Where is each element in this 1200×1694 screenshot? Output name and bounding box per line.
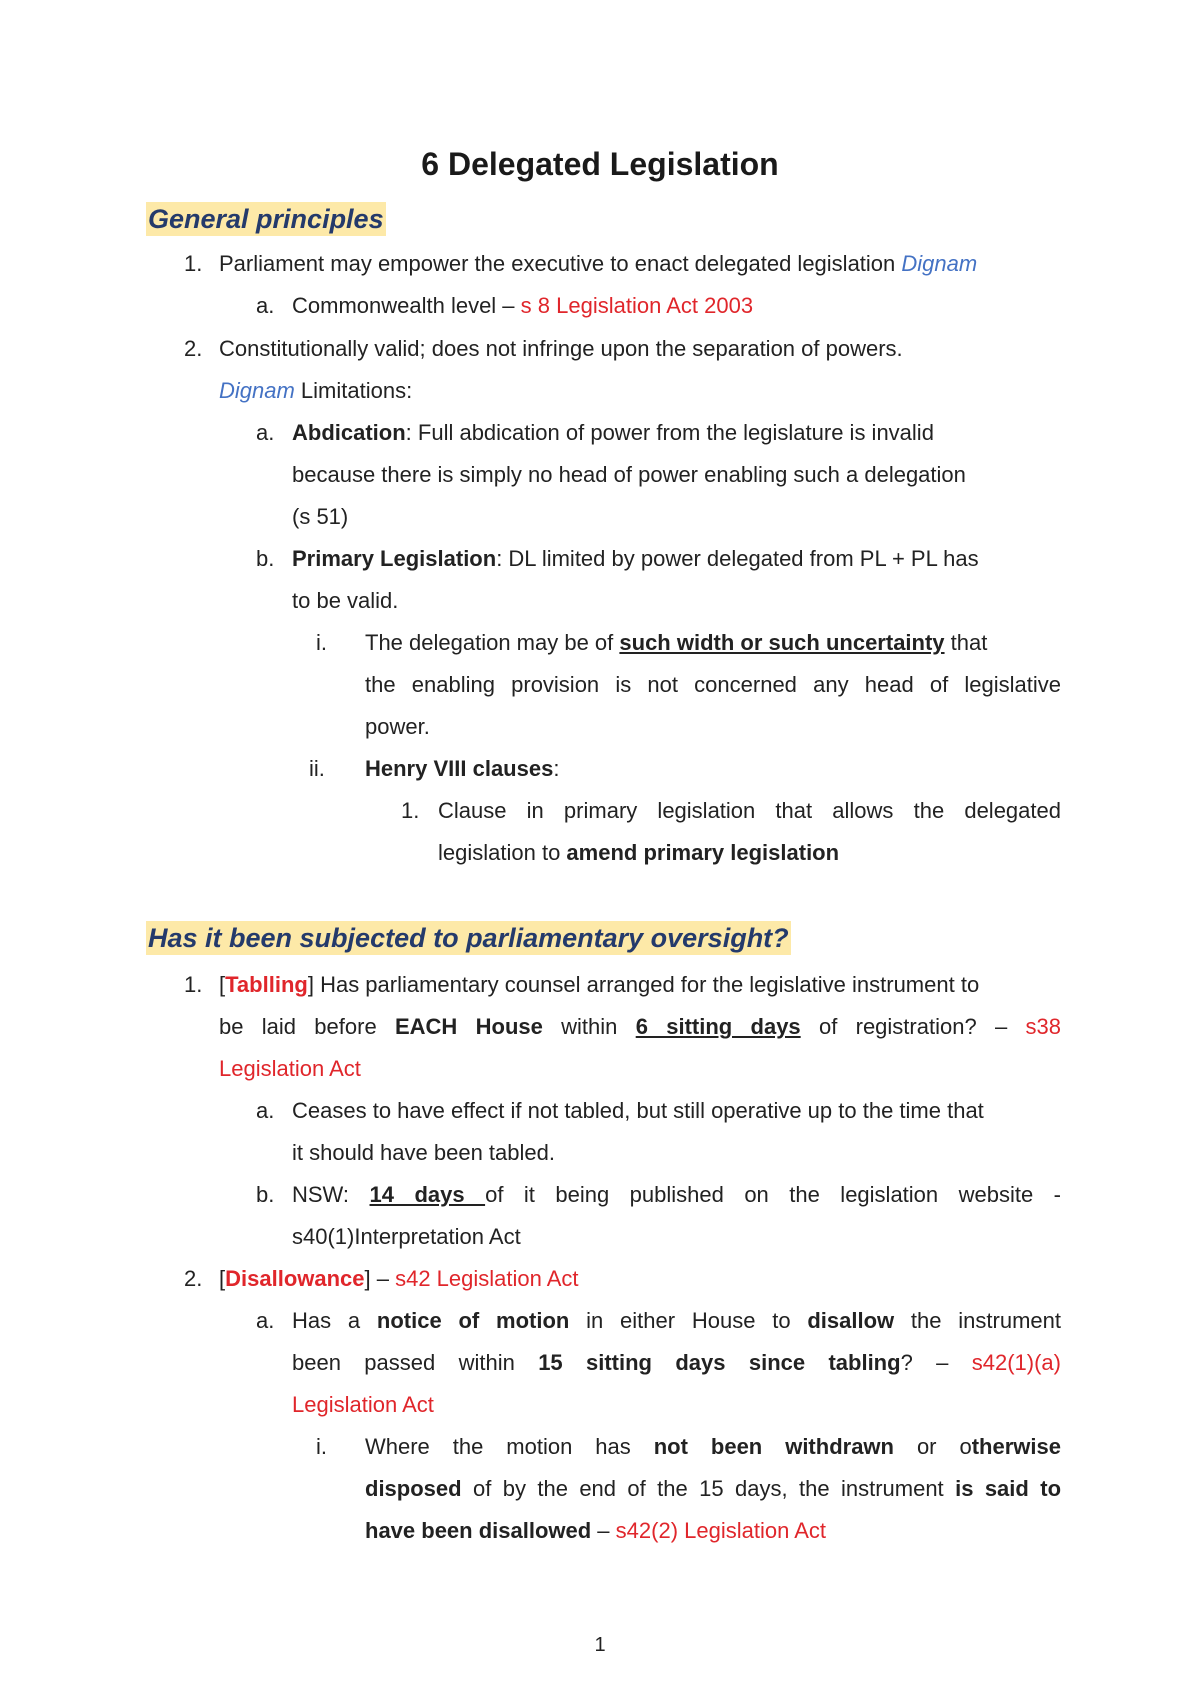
list-item-text: Has a notice of motion in either House to disallow the instrument bbox=[292, 1308, 1062, 1333]
list-item-text: Clause in primary legislation that allows the delegated bbox=[438, 798, 1061, 823]
list-letter: a. bbox=[256, 1098, 275, 1123]
list-item-text: Abdication: Full abdication of power from the legislature is invalid bbox=[292, 420, 934, 445]
list-item-text: have been disallowed – s42(2) Legislation Act bbox=[365, 1518, 826, 1543]
legislation-reference: Legislation Act bbox=[219, 1056, 361, 1081]
list-item-text: the enabling provision is not concerned any head of legislative bbox=[365, 672, 1061, 697]
list-number: 1. bbox=[401, 798, 420, 823]
section-heading-general-principles: General principles bbox=[148, 204, 384, 234]
list-number: 2. bbox=[184, 336, 203, 361]
list-item-text: power. bbox=[365, 714, 430, 739]
section-heading-parliamentary-oversight: Has it been subjected to parliamentary oversight? bbox=[148, 923, 789, 953]
case-reference: Dignam bbox=[219, 378, 295, 403]
list-item-text: Henry VIII clauses: bbox=[365, 756, 560, 781]
legislation-reference: s42 Legislation Act bbox=[395, 1266, 579, 1291]
list-number: 2. bbox=[184, 1266, 203, 1291]
legislation-reference: s38 bbox=[1025, 1014, 1061, 1039]
list-item-text: legislation to amend primary legislation bbox=[438, 840, 840, 865]
list-item-text: Constitutionally valid; does not infringe upon the separation of powers. bbox=[219, 336, 903, 361]
legislation-reference: s42(1)(a) bbox=[971, 1350, 1061, 1375]
list-item-text: to be valid. bbox=[292, 588, 399, 613]
list-item-text: [Disallowance] – s42 Legislation Act bbox=[219, 1266, 579, 1291]
list-item-text: be laid before EACH House within 6 sitting days of registration? – s38 bbox=[219, 1014, 1061, 1039]
case-reference: Dignam bbox=[901, 251, 978, 276]
list-letter: a. bbox=[256, 293, 275, 318]
list-item-text: Commonwealth level – s 8 Legislation Act 2003 bbox=[292, 293, 754, 318]
legislation-reference: s42(2) Legislation Act bbox=[615, 1518, 826, 1543]
list-item-text: [Tablling] Has parliamentary counsel arranged for the legislative instrument to bbox=[219, 972, 980, 997]
list-item-text: s40(1)Interpretation Act bbox=[292, 1224, 521, 1249]
list-roman: i. bbox=[316, 1434, 327, 1459]
list-item-text: Dignam Limitations: bbox=[219, 378, 413, 403]
list-letter: b. bbox=[256, 1182, 275, 1207]
list-letter: a. bbox=[256, 420, 275, 445]
list-item-text: Primary Legislation: DL limited by power delegated from PL + PL has bbox=[292, 546, 979, 571]
legislation-reference: Legislation Act bbox=[292, 1392, 434, 1417]
list-letter: a. bbox=[256, 1308, 275, 1333]
list-item-text: Ceases to have effect if not tabled, but still operative up to the time that bbox=[292, 1098, 984, 1123]
list-item-text: NSW: 14 days of it being published on the legislation website - bbox=[292, 1182, 1062, 1207]
legislation-reference: s 8 Legislation Act 2003 bbox=[520, 293, 754, 318]
list-number: 1. bbox=[184, 251, 203, 276]
page-title: 6 Delegated Legislation bbox=[421, 146, 779, 182]
list-letter: b. bbox=[256, 546, 275, 571]
list-item-text: because there is simply no head of power enabling such a delegation bbox=[292, 462, 966, 487]
list-roman: ii. bbox=[309, 756, 325, 781]
list-item-text: The delegation may be of such width or such uncertainty that bbox=[365, 630, 988, 655]
list-item-text: it should have been tabled. bbox=[292, 1140, 555, 1165]
list-item-text: (s 51) bbox=[292, 504, 349, 529]
list-number: 1. bbox=[184, 972, 203, 997]
list-roman: i. bbox=[316, 630, 327, 655]
list-item-text: been passed within 15 sitting days since tabling? – s42(1)(a) bbox=[292, 1350, 1061, 1375]
list-item-text: Where the motion has not been withdrawn or otherwise bbox=[365, 1434, 1061, 1459]
page-number: 1 bbox=[594, 1634, 606, 1656]
list-item-text: Parliament may empower the executive to enact delegated legislation Dignam bbox=[219, 251, 978, 276]
list-item-text: disposed of by the end of the 15 days, the instrument is said to bbox=[365, 1476, 1062, 1501]
